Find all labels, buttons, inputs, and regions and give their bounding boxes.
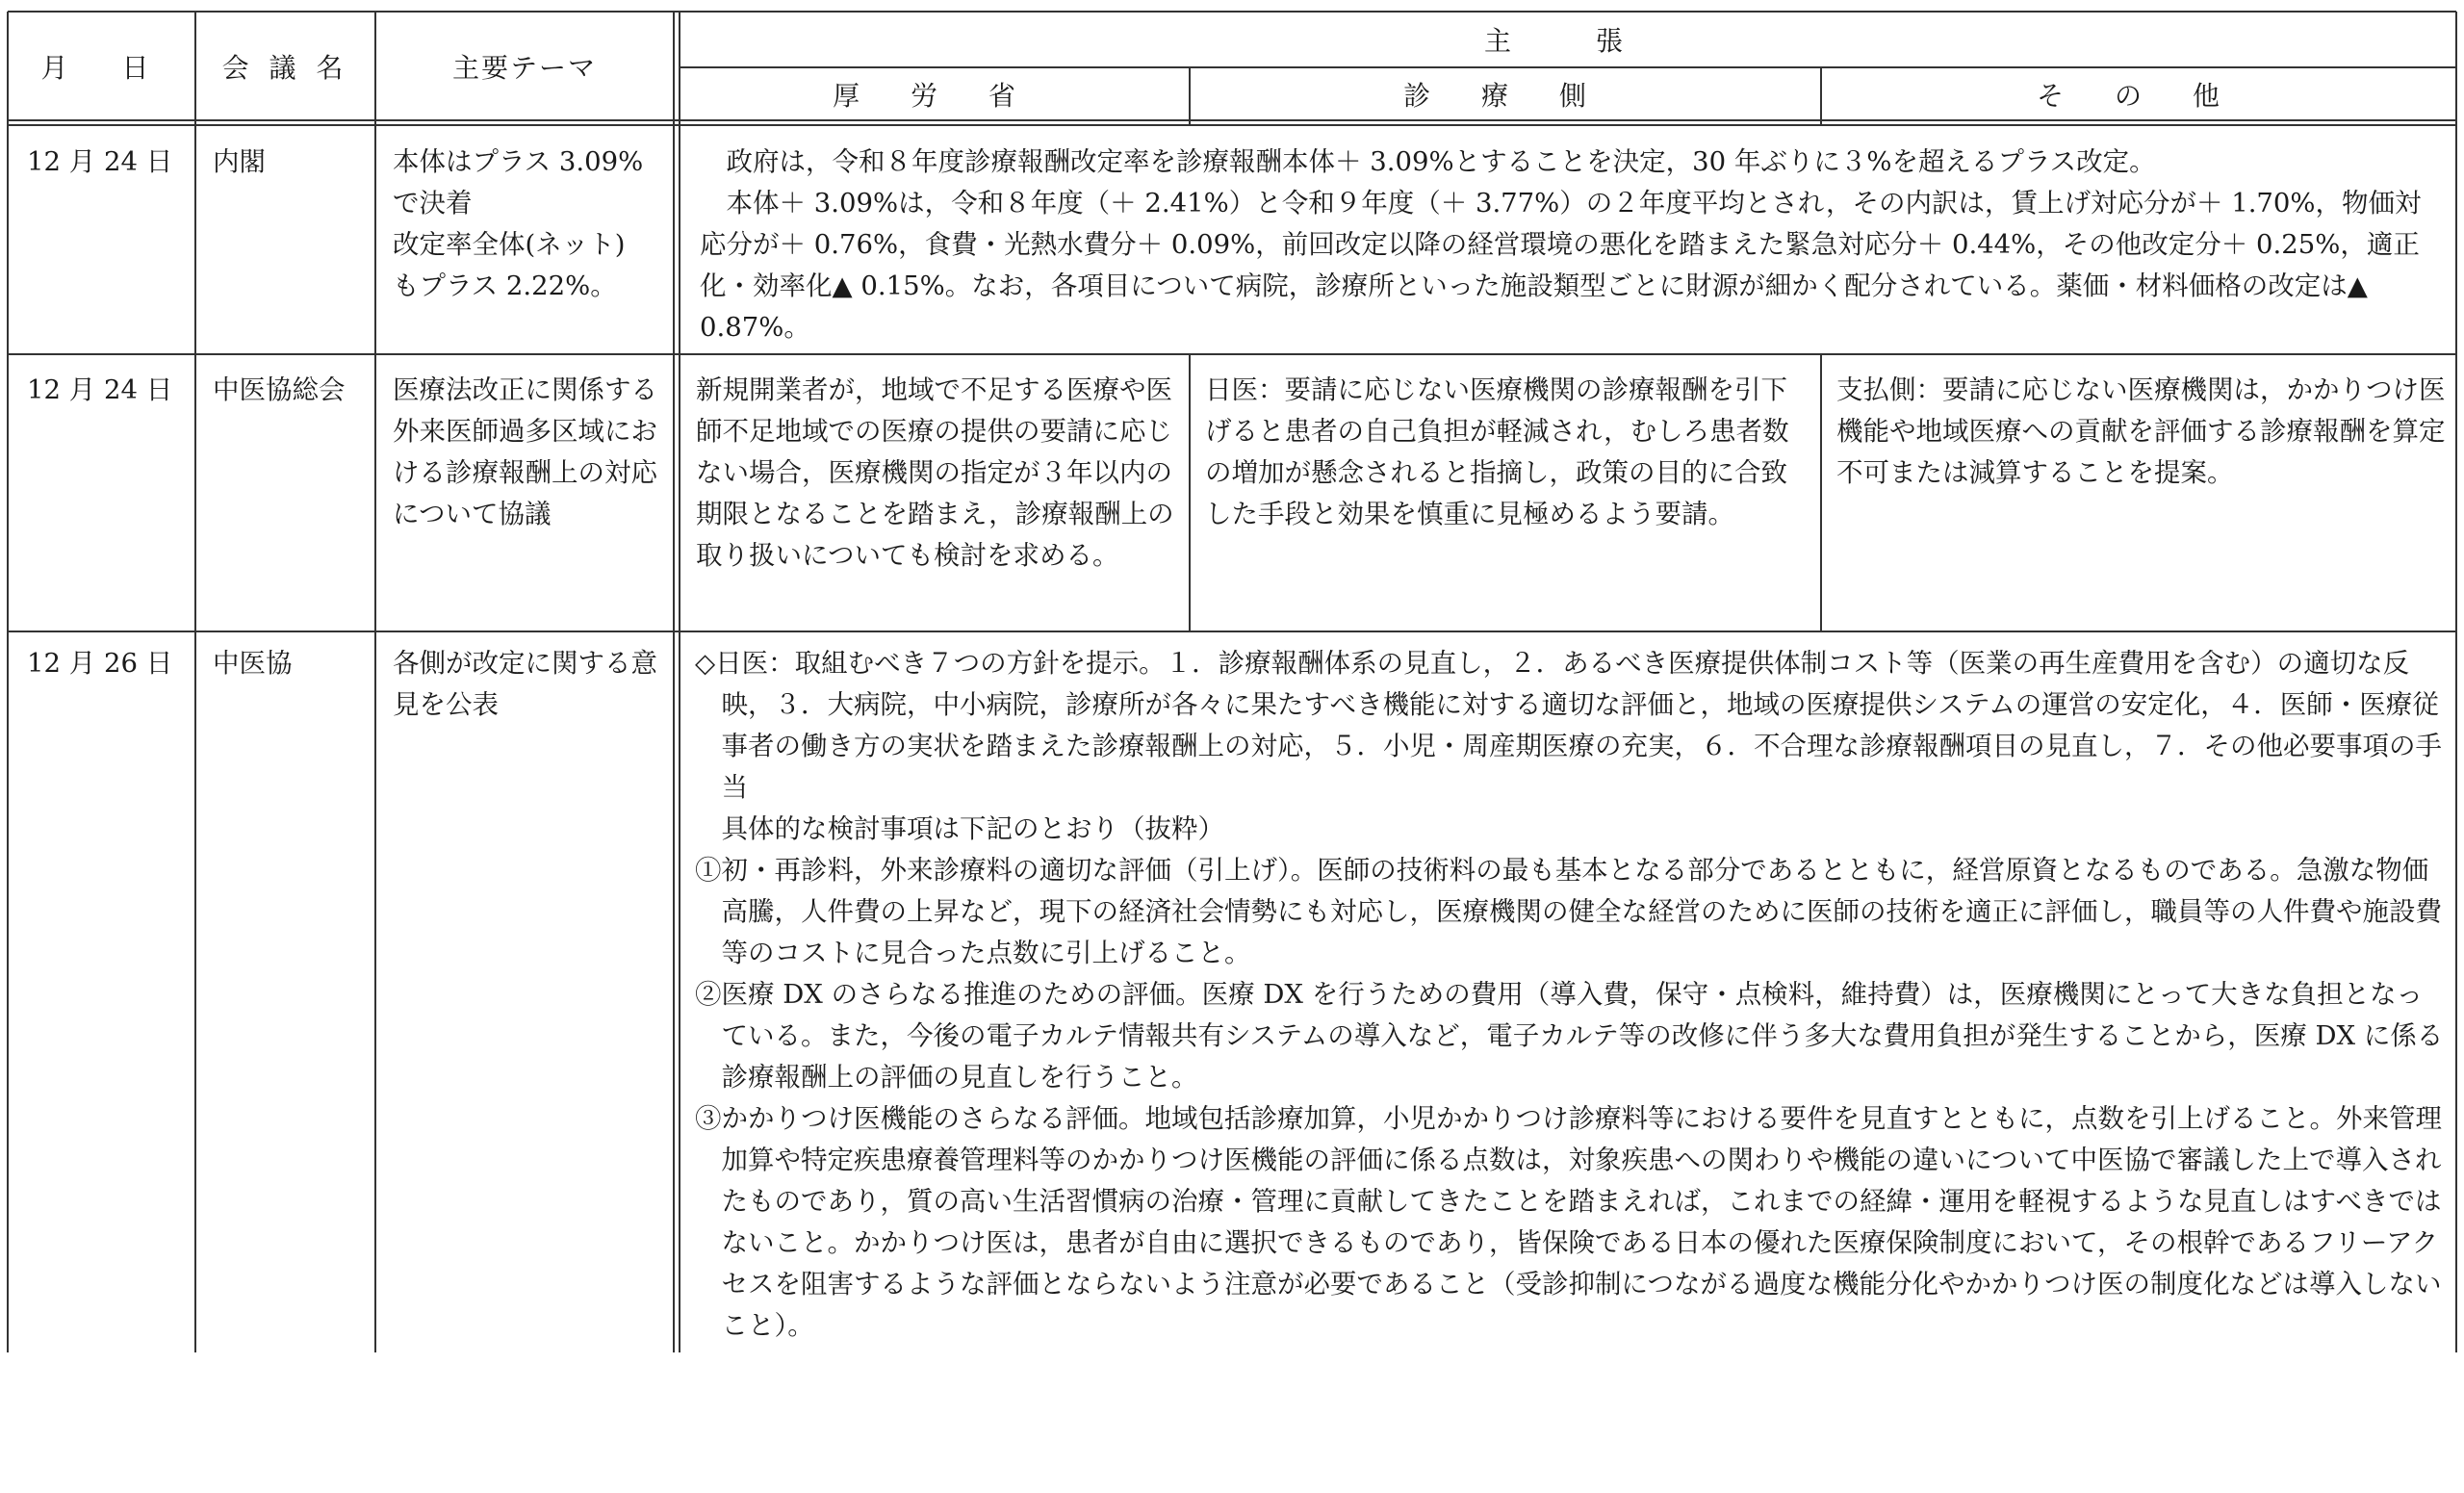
row2-others: 支払側：要請に応じない医療機関は，かかりつけ医機能や地域医療への貢献を評価する診療報酬を算定不可または減算することを提案。 (1836, 374, 2446, 488)
row3-meeting: 中医協 (213, 648, 293, 679)
header-theme: 主要テーマ (451, 51, 597, 84)
header-claims: 主 張 (1483, 25, 1652, 57)
row3-claim-item: ③かかりつけ医機能のさらなる評価。地域包括診療加算，小児かかりつけ診療料等における要件を見直すとともに，点数を引上げること。外来管理加算や特定疾患療養管理料等のかかりつけ医機能の評価に係る点数は，対象疾患への関わりや機能の違いについて中医協で審議した上で導入されたものであり，質の高い生活習慣病の治療・管理に貢献してきたことを踏まえれば，これまでの経緯・運用を軽視するような見直しはすべきではないこと。かかりつけ医は，患者が自由に選択できるものであり，皆保険である日本の優れた医療保険制度において，その根幹であるフリーアクセスを阻害するような評価とならないよう注意が必要であること（受診抑制につながる過度な機能分化やかかりつけ医の制度化などは導入しないこと）。 (695, 1103, 2442, 1341)
header-others: そ の 他 (2037, 79, 2241, 112)
row2-mhlw: 新規開業者が，地域で不足する医療や医師不足地域での医療の提供の要請に応じない場合，医療機関の指定が３年以内の期限となることを踏まえ，診療報酬上の取り扱いについても検討を求める。 (696, 374, 1174, 571)
header-providers: 診 療 側 (1403, 79, 1607, 112)
row1-theme-line: もプラス 2.22%。 (393, 270, 617, 301)
row3-date: 12 月 26 日 (27, 648, 173, 679)
row1-claim-paragraph: 政府は，令和８年度診療報酬改定率を診療報酬本体＋ 3.09%とすることを決定，30 年ぶりに３%を超えるプラス改定。 (726, 146, 2156, 177)
row1-theme (393, 142, 670, 307)
row2-providers: 日医：要請に応じない医療機関の診療報酬を引下げると患者の自己負担が軽減され，むしろ患者数の増加が懸念されると指摘し，政策の目的に合致した手段と効果を慎重に見極めるよう要請。 (1205, 374, 1789, 529)
row1-claim-paragraph: 本体＋ 3.09%は，令和８年度（＋ 2.41%）と令和９年度（＋ 3.77%）の２年度平均とされ，その内訳は，賃上げ対応分が＋ 1.70%，物価対応分が＋ 0.76%，食費・光熱水費分＋ 0.09%，前回改定以降の経営環境の悪化を踏まえた緊急対応分＋ 0.44%，その他改定分＋ 0.25%，適正化・効率化▲ 0.15%。なお，各項目について病院，診療所といった施設類型ごとに財源が細かく配分されている。薬価・材料価格の改定は▲ 0.87%。 (700, 188, 2422, 343)
header-mhlw: 厚 労 省 (833, 79, 1037, 112)
header-date: 月 日 (40, 51, 163, 84)
row1-claims (700, 142, 2447, 348)
row1-theme-line: で決着 (393, 188, 473, 219)
header-meeting: 会 議 名 (221, 51, 349, 84)
row3-theme: 各側が改定に関する意見を公表 (393, 648, 657, 720)
row3-claim-item: ①初・再診料，外来診療料の適切な評価（引上げ）。医師の技術料の最も基本となる部分であるとともに，経営原資となるものである。急激な物価高騰，人件費の上昇など，現下の経済社会情勢にも対応し，医療機関の健全な経営のために医師の技術を適正に評価し，職員等の人件費や施設費等のコストに見合った点数に引上げること。 (695, 855, 2442, 968)
row3-claim-intro: ◇日医：取組むべき７つの方針を提示。１．診療報酬体系の見直し，２．あるべき医療提供体制コスト等（医業の再生産費用を含む）の適切な反映，３．大病院，中小病院，診療所が各々に果たすべき機能に対する適切な評価と，地域の医療提供システムの運営の安定化，４．医師・医療従事者の働き方の実状を踏まえた診療報酬上の対応，５．小児・周産期医療の充実，６．不合理な診療報酬項目の見直し，７．その他必要事項の手当 (695, 648, 2442, 803)
row1-theme-line: 改定率全体(ネット) (393, 229, 626, 260)
row2-theme: 医療法改正に関係する外来医師過多区域における診療報酬上の対応について協議 (393, 374, 657, 529)
row1-meeting: 内閣 (213, 146, 266, 177)
row2-date: 12 月 24 日 (27, 374, 173, 405)
row3-claims (695, 643, 2449, 1347)
row2-meeting: 中医協総会 (213, 374, 346, 405)
row1-date: 12 月 24 日 (27, 146, 173, 177)
row1-theme-line: 本体はプラス 3.09% (393, 146, 644, 177)
row3-claim-sub: 具体的な検討事項は下記のとおり（抜粋） (721, 813, 1224, 844)
row3-claim-item: ②医療 DX のさらなる推進のための評価。医療 DX を行うための費用（導入費，保守・点検料，維持費）は，医療機関にとって大きな負担となっている。また，今後の電子カルテ情報共有システムの導入など，電子カルテ等の改修に伴う多大な費用負担が発生することから，医療 DX に係る診療報酬上の評価の見直しを行うこと。 (695, 979, 2444, 1093)
